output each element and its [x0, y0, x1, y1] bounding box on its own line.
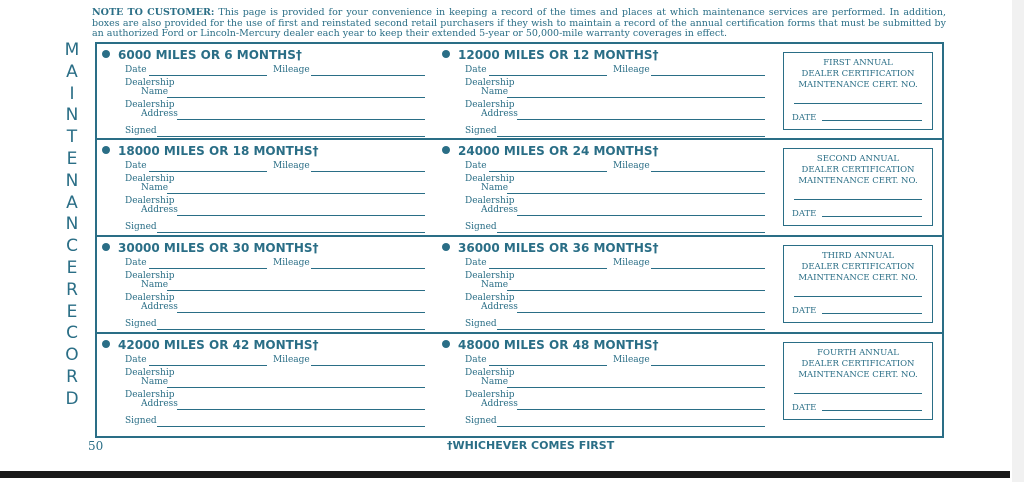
- page-number: 50: [88, 439, 104, 453]
- certification-date-label: DATE: [792, 403, 817, 413]
- certification-number-field[interactable]: [794, 199, 922, 200]
- certification-number-field[interactable]: [794, 103, 922, 104]
- side-title-letter: T: [66, 127, 78, 148]
- mileage-field[interactable]: [311, 365, 425, 366]
- service-entry: [437, 237, 767, 333]
- mileage-label: Mileage: [613, 355, 650, 365]
- note-label: NOTE TO CUSTOMER:: [92, 7, 215, 18]
- service-interval-text: 24000 MILES OR 24 MONTHS†: [458, 144, 659, 158]
- dealership-address-field[interactable]: [517, 119, 765, 120]
- date-field[interactable]: [489, 171, 607, 172]
- name-label: Name: [481, 87, 509, 97]
- mileage-field[interactable]: [651, 75, 765, 76]
- date-label: Date: [465, 65, 487, 75]
- date-field[interactable]: [489, 268, 607, 269]
- date-label: Date: [125, 258, 147, 268]
- mileage-label: Mileage: [613, 65, 650, 75]
- name-label: Name: [141, 377, 169, 387]
- certification-label: FOURTH ANNUAL: [817, 348, 899, 358]
- certification-label: DEALER CERTIFICATION: [801, 69, 915, 79]
- certification-date-label: DATE: [792, 306, 817, 316]
- dealership-name-field[interactable]: [167, 97, 425, 98]
- date-field[interactable]: [149, 365, 267, 366]
- bullet-icon: [102, 146, 110, 154]
- name-label: Name: [141, 87, 169, 97]
- date-label: Date: [125, 65, 147, 75]
- dealership-address-field[interactable]: [177, 409, 425, 410]
- certification-number-field[interactable]: [794, 296, 922, 297]
- signed-label: Signed: [465, 222, 497, 232]
- dealership-name-field[interactable]: [167, 290, 425, 291]
- certification-date-field[interactable]: [822, 313, 922, 314]
- bullet-icon: [102, 243, 110, 251]
- dealership-name-field[interactable]: [507, 387, 765, 388]
- date-label: Date: [125, 161, 147, 171]
- name-label: Name: [481, 377, 509, 387]
- dealership-address-field[interactable]: [177, 119, 425, 120]
- certification-label: SECOND ANNUAL: [816, 154, 900, 164]
- dealership-name-field[interactable]: [167, 387, 425, 388]
- signature-field[interactable]: [497, 329, 765, 330]
- address-label: Address: [481, 399, 518, 409]
- certification-number-field[interactable]: [794, 393, 922, 394]
- date-field[interactable]: [489, 365, 607, 366]
- service-interval-text: 30000 MILES OR 30 MONTHS†: [118, 241, 319, 255]
- side-title-letter: D: [65, 388, 79, 409]
- signature-field[interactable]: [497, 232, 765, 233]
- side-title-letter: E: [66, 148, 78, 169]
- dealership-label: Dealership: [125, 100, 175, 110]
- mileage-label: Mileage: [273, 65, 310, 75]
- side-title-letter: E: [66, 301, 78, 322]
- dealership-label: Dealership: [465, 174, 515, 184]
- name-label: Name: [141, 183, 169, 193]
- service-interval-text: 6000 MILES OR 6 MONTHS†: [118, 48, 302, 62]
- service-interval-text: 36000 MILES OR 36 MONTHS†: [458, 241, 659, 255]
- name-label: Name: [481, 183, 509, 193]
- date-label: Date: [465, 258, 487, 268]
- address-label: Address: [141, 205, 178, 215]
- service-entry: [97, 334, 427, 430]
- service-interval-text: 18000 MILES OR 18 MONTHS†: [118, 144, 319, 158]
- maintenance-row: [97, 44, 942, 140]
- service-interval-heading: [442, 241, 659, 255]
- signature-field[interactable]: [497, 136, 765, 137]
- name-label: Name: [141, 280, 169, 290]
- mileage-field[interactable]: [311, 171, 425, 172]
- address-label: Address: [141, 109, 178, 119]
- signed-label: Signed: [465, 416, 497, 426]
- address-label: Address: [481, 109, 518, 119]
- page-bottom-edge: [0, 471, 1010, 478]
- certification-label: DEALER CERTIFICATION: [801, 262, 915, 272]
- side-title-letter: M: [64, 40, 80, 60]
- date-label: Date: [125, 355, 147, 365]
- certification-label: FIRST ANNUAL: [823, 58, 893, 68]
- row-divider: [97, 332, 942, 334]
- maintenance-row: [97, 237, 942, 333]
- dealership-label: Dealership: [125, 368, 175, 378]
- bullet-icon: [442, 50, 450, 58]
- dealership-label: Dealership: [125, 174, 175, 184]
- dealership-label: Dealership: [125, 78, 175, 88]
- service-entry: [97, 237, 427, 333]
- dealership-label: Dealership: [125, 390, 175, 400]
- dealership-label: Dealership: [465, 368, 515, 378]
- date-field[interactable]: [149, 268, 267, 269]
- certification-label: MAINTENANCE CERT. NO.: [798, 370, 918, 380]
- certification-date-label: DATE: [792, 113, 817, 123]
- signed-label: Signed: [465, 319, 497, 329]
- signature-field[interactable]: [157, 426, 425, 427]
- dealership-label: Dealership: [465, 293, 515, 303]
- dealership-name-field[interactable]: [507, 290, 765, 291]
- date-field[interactable]: [149, 171, 267, 172]
- mileage-label: Mileage: [273, 258, 310, 268]
- side-title-letter: E: [66, 257, 78, 278]
- service-interval-heading: [102, 241, 319, 255]
- address-label: Address: [481, 205, 518, 215]
- dealership-label: Dealership: [465, 100, 515, 110]
- service-interval-heading: [102, 338, 319, 352]
- service-entry: [437, 140, 767, 236]
- mileage-label: Mileage: [613, 161, 650, 171]
- side-title-letter: O: [65, 345, 79, 366]
- mileage-label: Mileage: [273, 355, 310, 365]
- service-interval-heading: [442, 338, 659, 352]
- service-interval-heading: [442, 48, 659, 62]
- address-label: Address: [481, 302, 518, 312]
- note-to-customer: [92, 8, 946, 40]
- row-divider: [97, 235, 942, 237]
- side-title-letter: R: [66, 366, 78, 387]
- service-interval-heading: [442, 144, 659, 158]
- bullet-icon: [102, 50, 110, 58]
- certification-label: MAINTENANCE CERT. NO.: [798, 273, 918, 283]
- certification-label: MAINTENANCE CERT. NO.: [798, 80, 918, 90]
- certification-label: DEALER CERTIFICATION: [801, 165, 915, 175]
- service-interval-heading: [102, 48, 302, 62]
- maintenance-record-form: [95, 42, 944, 438]
- dealership-name-field[interactable]: [167, 193, 425, 194]
- signed-label: Signed: [125, 416, 157, 426]
- annual-certification-box: [783, 148, 933, 226]
- dealership-label: Dealership: [125, 271, 175, 281]
- footnote: †WHICHEVER COMES FIRST: [447, 439, 615, 452]
- dealership-address-field[interactable]: [177, 215, 425, 216]
- mileage-field[interactable]: [311, 268, 425, 269]
- certification-label: DEALER CERTIFICATION: [801, 359, 915, 369]
- signed-label: Signed: [465, 126, 497, 136]
- mileage-field[interactable]: [311, 75, 425, 76]
- dealership-label: Dealership: [465, 78, 515, 88]
- mileage-field[interactable]: [651, 365, 765, 366]
- signed-label: Signed: [125, 319, 157, 329]
- signature-field[interactable]: [157, 329, 425, 330]
- note-text: This page is provided for your convenience in keeping a record of the times and places at which maintenance services are performed. In addition, boxes are also provided for the use of first and reinstated second retail purchasers if they wish to maintain a record of the annual certification forms that must be submitted by an authorized Ford or Lincoln-Mercury dealer each year to keep their extended 5-year or 50,000-mile warranty coverages in effect.: [92, 7, 946, 39]
- certification-date-field[interactable]: [822, 216, 922, 217]
- maintenance-row: [97, 334, 942, 430]
- name-label: Name: [481, 280, 509, 290]
- date-label: Date: [465, 355, 487, 365]
- service-entry: [437, 334, 767, 430]
- side-title-letter: N: [65, 214, 79, 235]
- annual-certification-box: [783, 52, 933, 130]
- address-label: Address: [141, 399, 178, 409]
- mileage-field[interactable]: [651, 268, 765, 269]
- side-title-letter: C: [66, 236, 78, 257]
- signed-label: Signed: [125, 126, 157, 136]
- dealership-name-field[interactable]: [507, 193, 765, 194]
- dealership-address-field[interactable]: [177, 312, 425, 313]
- address-label: Address: [141, 302, 178, 312]
- dealership-label: Dealership: [465, 390, 515, 400]
- dealership-name-field[interactable]: [507, 97, 765, 98]
- service-interval-text: 48000 MILES OR 48 MONTHS†: [458, 338, 659, 352]
- service-entry: [97, 44, 427, 140]
- side-title-letter: I: [69, 83, 75, 104]
- signature-field[interactable]: [157, 136, 425, 137]
- signed-label: Signed: [125, 222, 157, 232]
- maintenance-row: [97, 140, 942, 236]
- dealership-label: Dealership: [125, 196, 175, 206]
- bullet-icon: [442, 243, 450, 251]
- service-interval-text: 12000 MILES OR 12 MONTHS†: [458, 48, 659, 62]
- date-label: Date: [465, 161, 487, 171]
- certification-label: THIRD ANNUAL: [821, 251, 895, 261]
- page-right-edge: [1012, 0, 1024, 482]
- signature-field[interactable]: [157, 232, 425, 233]
- dealership-address-field[interactable]: [517, 312, 765, 313]
- side-title-letter: A: [66, 192, 78, 213]
- dealership-label: Dealership: [125, 293, 175, 303]
- certification-date-label: DATE: [792, 209, 817, 219]
- certification-date-field[interactable]: [822, 120, 922, 121]
- dealership-label: Dealership: [465, 271, 515, 281]
- annual-certification-box: [783, 342, 933, 420]
- side-title-letter: R: [66, 279, 78, 300]
- dealership-address-field[interactable]: [517, 409, 765, 410]
- certification-date-field[interactable]: [822, 410, 922, 411]
- side-title-letter: A: [66, 61, 78, 82]
- mileage-label: Mileage: [613, 258, 650, 268]
- mileage-field[interactable]: [651, 171, 765, 172]
- date-field[interactable]: [149, 75, 267, 76]
- dealership-address-field[interactable]: [517, 215, 765, 216]
- dealership-label: Dealership: [465, 196, 515, 206]
- row-divider: [97, 138, 942, 140]
- side-title-letter: N: [65, 170, 79, 191]
- bullet-icon: [442, 146, 450, 154]
- side-title-letter: N: [65, 105, 79, 126]
- annual-certification-box: [783, 245, 933, 323]
- service-entry: [437, 44, 767, 140]
- side-title-letter: C: [66, 323, 78, 344]
- service-entry: [97, 140, 427, 236]
- certification-label: MAINTENANCE CERT. NO.: [798, 176, 918, 186]
- date-field[interactable]: [489, 75, 607, 76]
- service-interval-text: 42000 MILES OR 42 MONTHS†: [118, 338, 319, 352]
- side-title: [60, 40, 84, 411]
- bullet-icon: [102, 340, 110, 348]
- mileage-label: Mileage: [273, 161, 310, 171]
- signature-field[interactable]: [497, 426, 765, 427]
- service-interval-heading: [102, 144, 319, 158]
- bullet-icon: [442, 340, 450, 348]
